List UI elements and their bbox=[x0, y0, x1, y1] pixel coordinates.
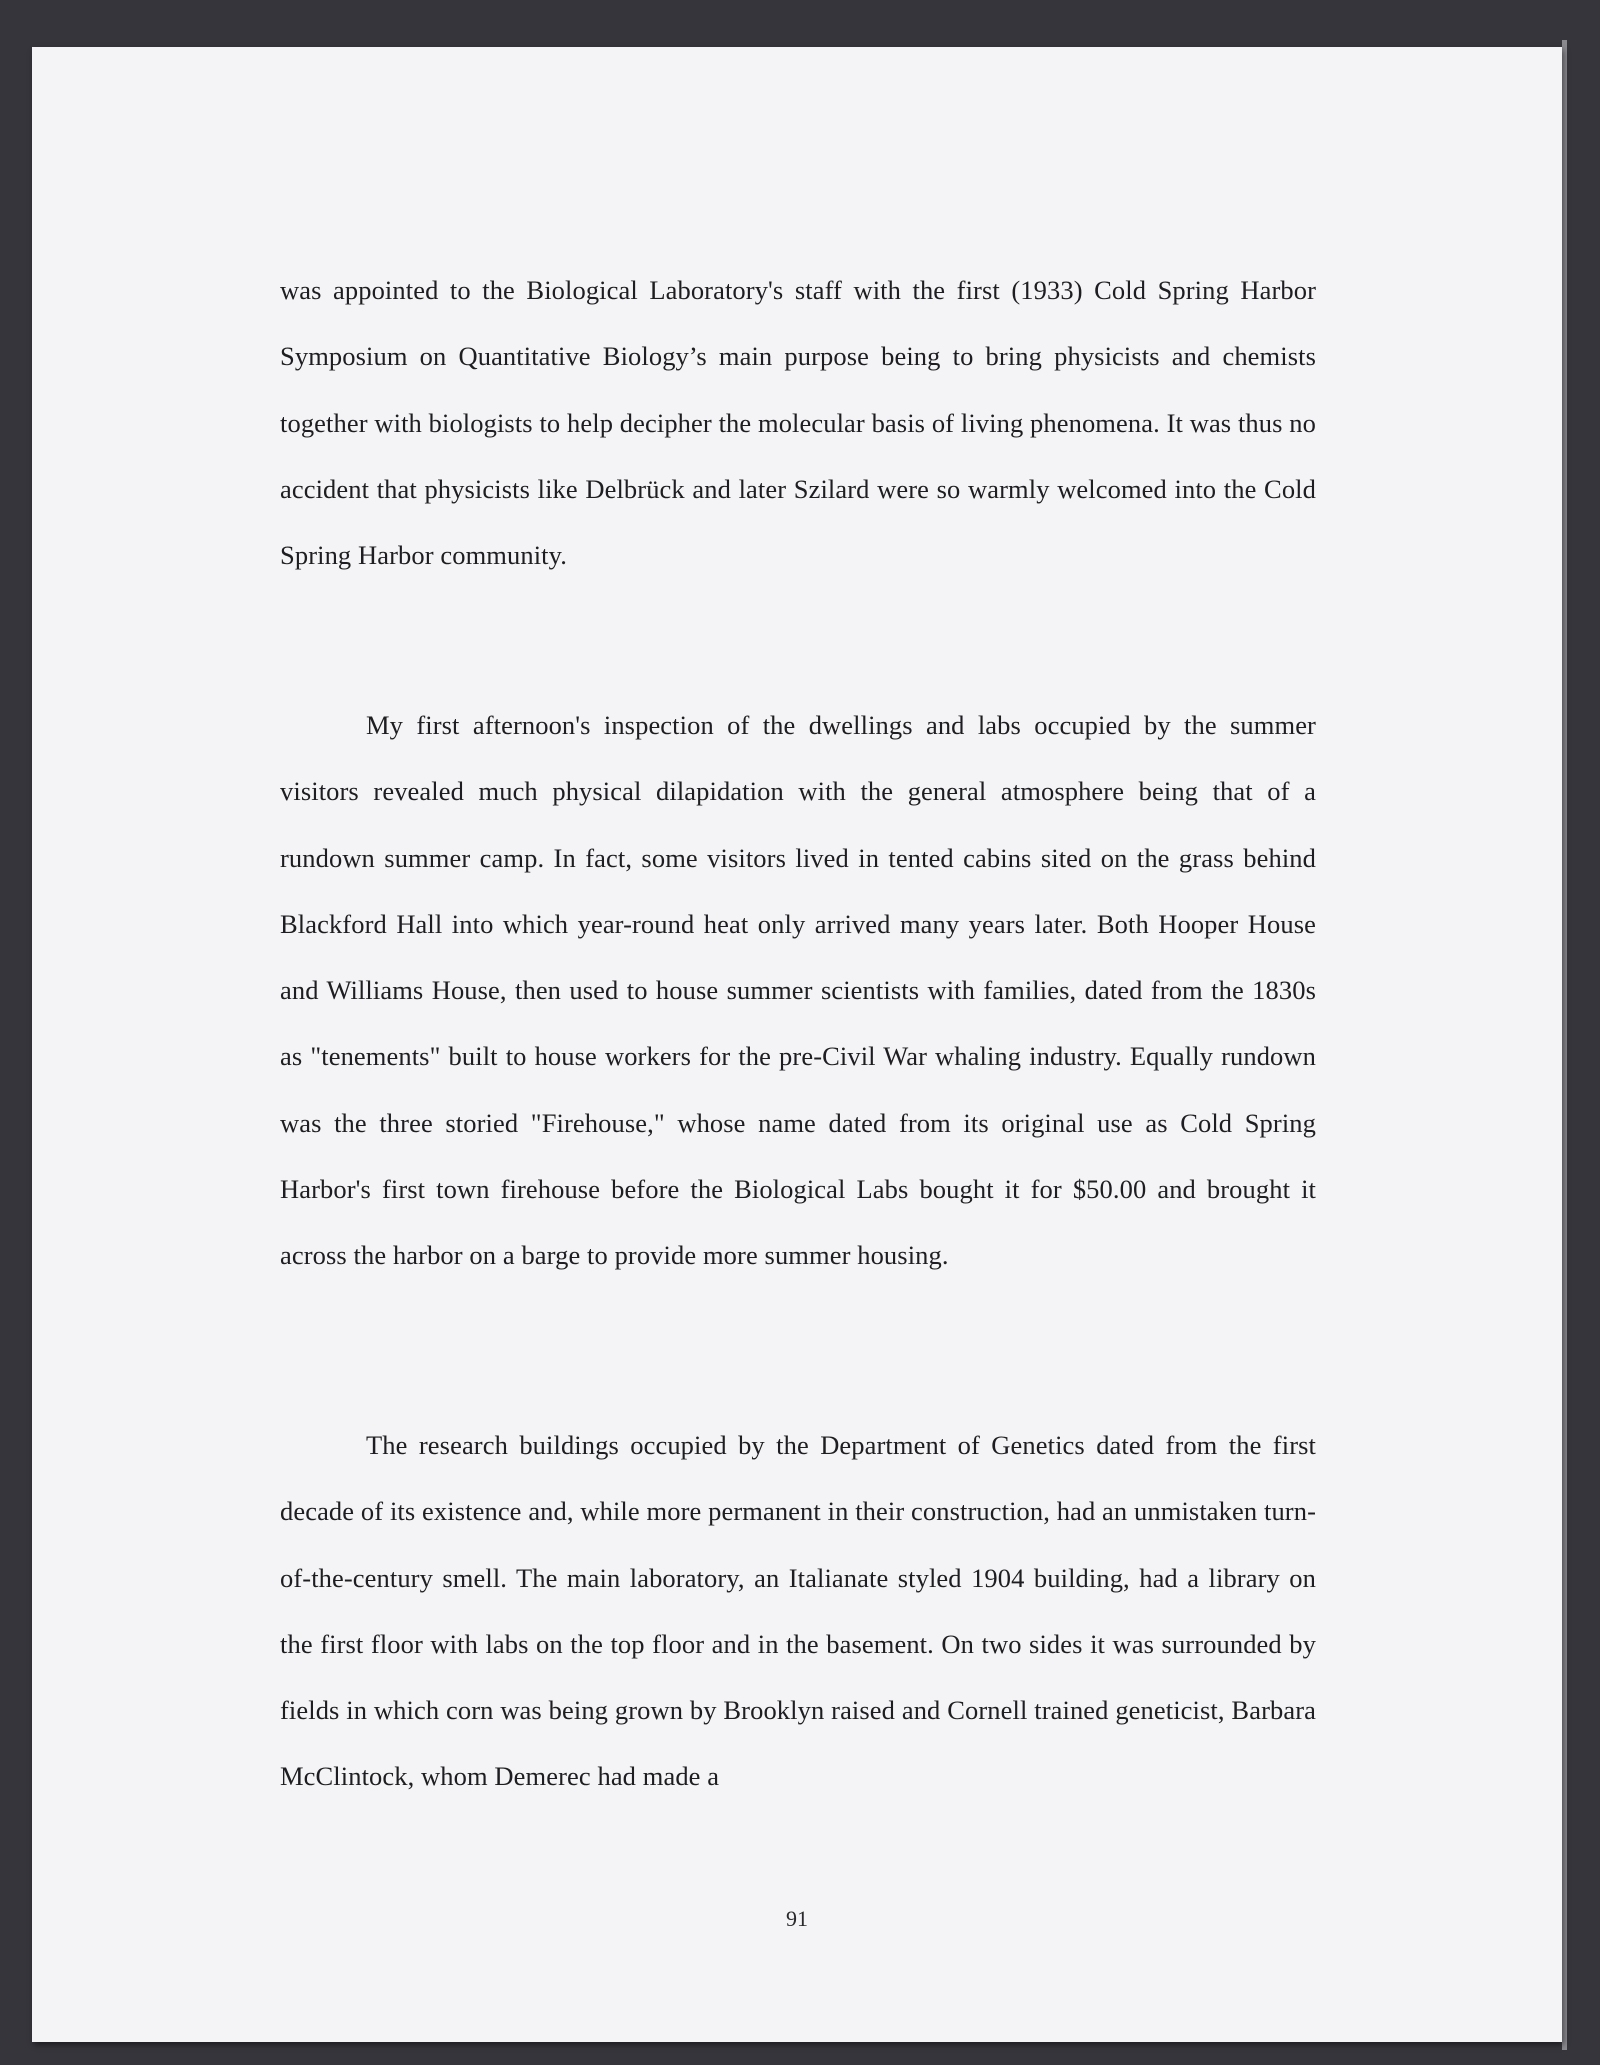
document-page bbox=[32, 47, 1562, 2042]
paragraph-research-buildings bbox=[280, 1412, 1316, 1810]
paragraph-continuation bbox=[280, 257, 1316, 588]
paragraph-text: The research buildings occupied by the Department of Genetics dated from the first decade of its existence and, while more permanent in their construction, had an unmistaken turn-of-the-century smell. The main laboratory, an Italianate styled 1904 building, had a library on the first floor with labs on the top floor and in the basement. On two sides it was surrounded by fields in which corn was being grown by Brooklyn raised and Cornell trained geneticist, Barbara McClintock, whom Demerec had made a bbox=[280, 1430, 1316, 1792]
page-edge-shadow bbox=[1562, 40, 1567, 2050]
paragraph-inspection bbox=[280, 692, 1316, 1289]
paragraph-text: was appointed to the Biological Laboratory's staff with the first (1933) Cold Spring Harbor Symposium on Quantitative Biology’s main purpose being to bring physicists and chemists together with biologists to help decipher the molecular basis of living phenomena. It was thus no accident that physicists like Delbrück and later Szilard were so warmly welcomed into the Cold Spring Harbor community. bbox=[280, 275, 1316, 571]
paragraph-text: My first afternoon's inspection of the dwellings and labs occupied by the summer visitors revealed much physical dilapidation with the general atmosphere being that of a rundown summer camp. In fact, some visitors lived in tented cabins sited on the grass behind Blackford Hall into which year-round heat only arrived many years later. Both Hooper House and Williams House, then used to house summer scientists with families, dated from the 1830s as "tenements" built to house workers for the pre-Civil War whaling industry. Equally rundown was the three storied "Firehouse," whose name dated from its original use as Cold Spring Harbor's first town firehouse before the Biological Labs bought it for $50.00 and brought it across the harbor on a barge to provide more summer housing. bbox=[280, 710, 1316, 1271]
page-number: 91 bbox=[786, 1906, 808, 1931]
